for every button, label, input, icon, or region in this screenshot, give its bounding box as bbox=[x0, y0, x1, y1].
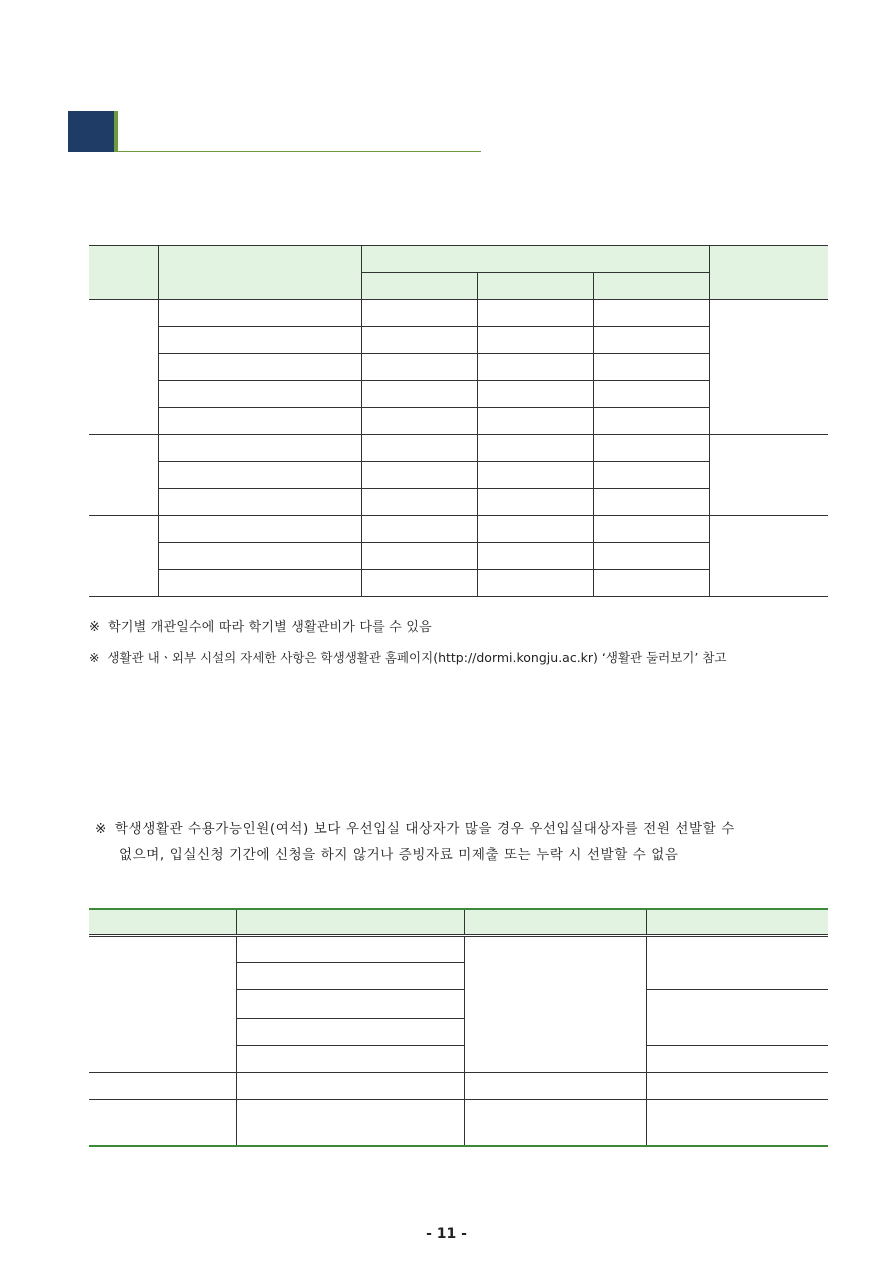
table-cell bbox=[158, 435, 361, 462]
note-facilities bbox=[89, 648, 726, 666]
page-number: - 11 - bbox=[426, 1226, 467, 1242]
table-cell bbox=[593, 408, 709, 435]
table-cell bbox=[464, 1072, 646, 1099]
table-cell bbox=[158, 543, 361, 570]
table-cell bbox=[593, 462, 709, 489]
table-cell bbox=[158, 570, 361, 597]
header-cell bbox=[646, 909, 828, 935]
group-cell bbox=[89, 516, 158, 597]
table-cell bbox=[89, 1099, 236, 1146]
header-cell bbox=[464, 909, 646, 935]
note-priority-admission bbox=[95, 817, 735, 837]
table-cell bbox=[646, 1045, 828, 1072]
table-cell bbox=[477, 516, 593, 543]
reference-mark: ※ bbox=[89, 650, 100, 665]
group-cell bbox=[464, 935, 646, 1072]
table-cell bbox=[361, 354, 477, 381]
table-cell bbox=[158, 489, 361, 516]
group-cell bbox=[646, 989, 828, 1045]
table-cell bbox=[158, 327, 361, 354]
section-header-accent bbox=[114, 111, 118, 152]
table-cell bbox=[477, 543, 593, 570]
table-cell bbox=[477, 354, 593, 381]
header-cell bbox=[477, 273, 593, 300]
group-cell bbox=[709, 300, 828, 435]
table-cell bbox=[158, 354, 361, 381]
table-cell bbox=[646, 1099, 828, 1146]
table-cell bbox=[236, 1018, 464, 1045]
table-cell bbox=[593, 354, 709, 381]
table-cell bbox=[477, 300, 593, 327]
table-cell bbox=[477, 489, 593, 516]
table-cell bbox=[158, 300, 361, 327]
note-text-line1: 학생생활관 수용가능인원(여석) 보다 우선입실 대상자가 많을 경우 우선입실대상자를 전원 선발할 수 bbox=[114, 821, 735, 837]
table-cell bbox=[477, 381, 593, 408]
dormitory-fee-table bbox=[89, 245, 828, 597]
table-cell bbox=[593, 435, 709, 462]
table-cell bbox=[593, 300, 709, 327]
group-cell bbox=[89, 300, 158, 435]
table-cell bbox=[361, 570, 477, 597]
group-cell bbox=[646, 935, 828, 989]
note-text: 학기별 개관일수에 따라 학기별 생활관비가 다를 수 있음 bbox=[108, 620, 432, 635]
group-cell bbox=[709, 516, 828, 597]
table-cell bbox=[593, 543, 709, 570]
table-cell bbox=[477, 327, 593, 354]
table-cell bbox=[477, 408, 593, 435]
header-cell bbox=[709, 246, 828, 300]
table-cell bbox=[361, 381, 477, 408]
note-priority-admission-line2 bbox=[119, 843, 679, 863]
table-cell bbox=[361, 462, 477, 489]
table-cell bbox=[361, 543, 477, 570]
reference-mark: ※ bbox=[95, 821, 107, 837]
header-cell bbox=[361, 246, 709, 273]
priority-admission-table bbox=[89, 908, 828, 1147]
header-cell bbox=[89, 909, 236, 935]
note-text: 생활관 내ㆍ외부 시설의 자세한 사항은 학생생활관 홈페이지(http://dormi.kongju.ac.kr) ‘생활관 둘러보기’ 참고 bbox=[107, 650, 727, 665]
table-cell bbox=[236, 989, 464, 1018]
table-cell bbox=[361, 516, 477, 543]
table-cell bbox=[158, 408, 361, 435]
table-cell bbox=[236, 1045, 464, 1072]
table-cell bbox=[464, 1099, 646, 1146]
table-cell bbox=[646, 1072, 828, 1099]
group-cell bbox=[709, 435, 828, 516]
table-cell bbox=[158, 381, 361, 408]
table-cell bbox=[236, 1099, 464, 1146]
group-cell bbox=[89, 435, 158, 516]
table-cell bbox=[593, 516, 709, 543]
header-cell bbox=[361, 273, 477, 300]
table-cell bbox=[361, 408, 477, 435]
header-cell bbox=[158, 246, 361, 300]
note-text-line2: 없으며, 입실신청 기간에 신청을 하지 않거나 증빙자료 미제출 또는 누락 시 선발할 수 없음 bbox=[119, 847, 679, 863]
table-cell bbox=[158, 462, 361, 489]
table-cell bbox=[361, 327, 477, 354]
table-cell bbox=[593, 381, 709, 408]
header-cell bbox=[236, 909, 464, 935]
section-header-underline bbox=[118, 151, 481, 152]
table-cell bbox=[361, 300, 477, 327]
table-cell bbox=[361, 435, 477, 462]
header-cell bbox=[593, 273, 709, 300]
table-cell bbox=[593, 327, 709, 354]
table-cell bbox=[236, 1072, 464, 1099]
table-cell bbox=[158, 516, 361, 543]
table-cell bbox=[477, 570, 593, 597]
table-cell bbox=[361, 489, 477, 516]
table-cell bbox=[236, 962, 464, 989]
header-cell bbox=[89, 246, 158, 300]
reference-mark: ※ bbox=[89, 620, 101, 635]
table-cell bbox=[89, 1072, 236, 1099]
table-cell bbox=[236, 935, 464, 962]
table-cell bbox=[477, 435, 593, 462]
section-header-block bbox=[68, 111, 114, 152]
group-cell bbox=[89, 935, 236, 1072]
table-cell bbox=[593, 489, 709, 516]
note-semester-fee bbox=[89, 616, 432, 635]
table-cell bbox=[593, 570, 709, 597]
table-cell bbox=[477, 462, 593, 489]
